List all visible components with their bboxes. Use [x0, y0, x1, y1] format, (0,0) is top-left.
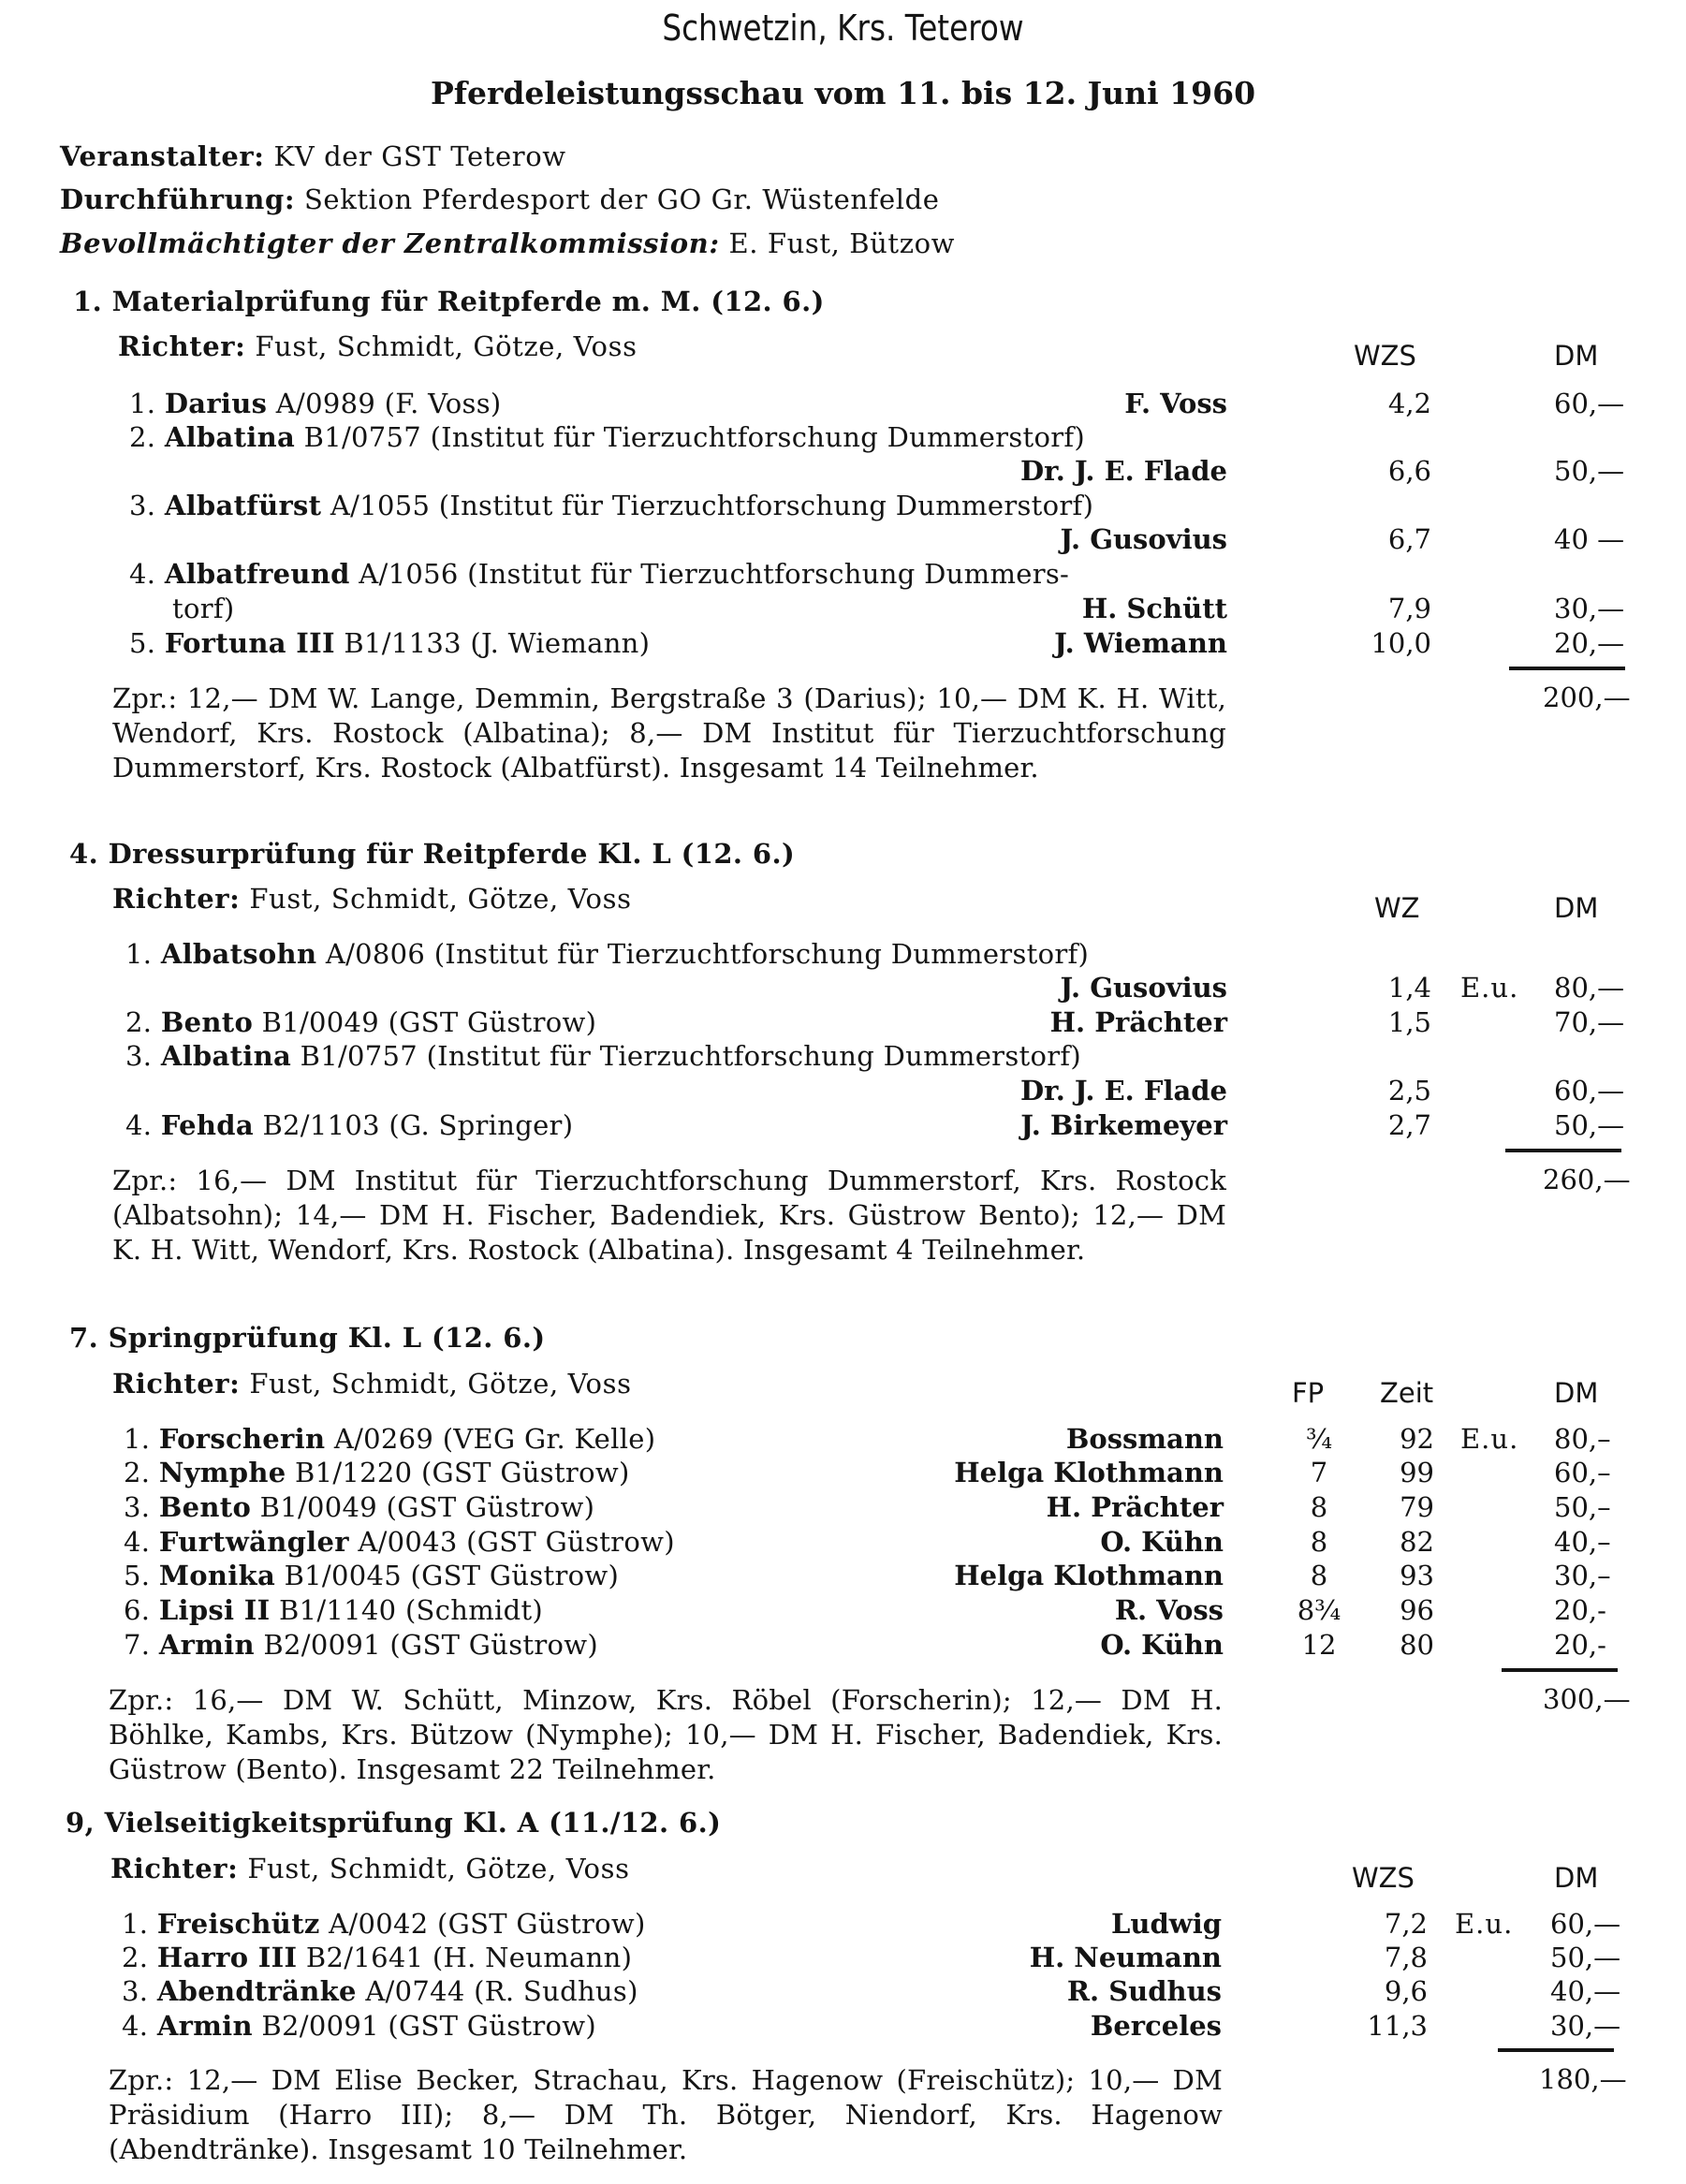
rider-name: Bossmann: [1065, 1423, 1224, 1455]
section-title: 7. Springprüfung Kl. L (12. 6.): [69, 1322, 546, 1354]
section-title: 9, Vielseitigkeitsprüfung Kl. A (11./12. 6.): [66, 1807, 722, 1839]
section-note: Zpr.: 16,— DM W. Schütt, Minzow, Krs. Röbel (Forscherin); 12,— DM H. Böhlke, Kambs, Krs. Bützow (Nymphe); 10,— DM H. Fischer, Badendiek, Krs. Güstrow (Bento). Insgesamt 22 Teilnehmer.: [109, 1684, 1223, 1785]
entry-line: 3. Albatfürst A/1055 (Institut für Tierzuchtforschung Dummerstorf): [129, 490, 1094, 521]
judges-label: Richter:: [110, 1853, 239, 1884]
rider-name: Dr. J. E. Flade: [1019, 455, 1227, 487]
sum-rule: [1505, 1149, 1621, 1152]
column-header-dm: DM: [1554, 340, 1599, 372]
fault-points: 7: [1310, 1457, 1328, 1488]
entry-line: 2. Albatina B1/0757 (Institut für Tierzuchtforschung Dummerstorf): [129, 421, 1086, 453]
total-value: 260,—: [1543, 1164, 1631, 1195]
prize-value: 80,—: [1554, 972, 1625, 1004]
score-value: 9,6: [1384, 1975, 1428, 2007]
score-value: 11,3: [1367, 2010, 1428, 2042]
score-value: 1,4: [1387, 972, 1431, 1004]
horse-name: Bento: [160, 1006, 254, 1038]
execution-label: Durchführung:: [60, 183, 296, 215]
column-header-wz: WZ: [1374, 892, 1420, 924]
fault-points: 8: [1310, 1526, 1328, 1558]
entry-line: 4. Furtwängler A/0043 (GST Güstrow): [124, 1526, 675, 1558]
entry-line: 3. Albatina B1/0757 (Institut für Tierzuchtforschung Dummerstorf): [125, 1040, 1082, 1072]
sum-rule: [1502, 1668, 1618, 1672]
section-note: Zpr.: 16,— DM Institut für Tierzuchtforschung Dummerstorf, Krs. Rostock (Albatsohn); 14,— DM H. Fischer, Badendiek, Krs. Güstrow Bento); 12,— DM K. H. Witt, Wendorf, Krs. Rostock (Albatina). Insgesamt 4 Teilnehmer.: [112, 1165, 1226, 1266]
rider-name: H. Neumann: [1029, 1942, 1222, 1973]
judges-label: Richter:: [112, 883, 241, 915]
horse-name: Fehda: [160, 1109, 254, 1141]
horse-name: Monika: [158, 1560, 276, 1591]
page-title: Schwetzin, Krs. Teterow: [662, 7, 1024, 49]
score-value: 7,9: [1387, 593, 1431, 624]
rider-name: O. Kühn: [1100, 1629, 1224, 1661]
entry-line: 5. Fortuna III B1/1133 (J. Wiemann): [129, 627, 651, 659]
prize-value: 40,—: [1550, 1975, 1621, 2007]
rider-name: J. Birkemeyer: [1020, 1109, 1227, 1141]
horse-name: Abendtränke: [156, 1975, 357, 2007]
time-value: 99: [1400, 1457, 1434, 1488]
rider-name: Helga Klothmann: [954, 1560, 1224, 1591]
prize-value: 60,–: [1554, 1457, 1611, 1488]
prize-value: 30,—: [1550, 2010, 1621, 2042]
prize-value: 40 —: [1554, 523, 1625, 555]
score-value: 6,7: [1387, 523, 1431, 555]
score-value: 2,5: [1387, 1075, 1431, 1107]
prize-value: 60,—: [1554, 388, 1625, 419]
column-header-dm: DM: [1554, 892, 1599, 924]
fault-points: 8: [1310, 1491, 1328, 1523]
rider-name: O. Kühn: [1100, 1526, 1224, 1558]
horse-name: Lipsi II: [158, 1594, 271, 1626]
judges-names: Fust, Schmidt, Götze, Voss: [249, 1368, 632, 1400]
score-value: 7,2: [1384, 1908, 1428, 1940]
horse-name: Freischütz: [156, 1908, 320, 1940]
entry-line: 4. Fehda B2/1103 (G. Springer): [125, 1109, 574, 1141]
prize-value: 20,-: [1554, 1594, 1606, 1626]
total-value: 180,—: [1539, 2063, 1627, 2095]
horse-name: Armin: [156, 2010, 253, 2042]
commissioner-value: E. Fust, Bützow: [728, 227, 956, 259]
entry-continuation: torf): [172, 593, 235, 624]
fault-points: ¾: [1305, 1423, 1333, 1455]
column-header-wzs: WZS: [1352, 1862, 1415, 1894]
rider-name: H. Prächter: [1046, 1491, 1224, 1523]
rider-name: Berceles: [1090, 2010, 1222, 2042]
prize-value: 80,–: [1554, 1423, 1611, 1455]
judges-line: [112, 1368, 632, 1400]
prize-value: 30,–: [1554, 1560, 1611, 1591]
horse-name: Forscherin: [158, 1423, 326, 1455]
horse-name: Nymphe: [158, 1457, 286, 1488]
sum-rule: [1498, 2048, 1614, 2052]
horse-name: Albatfürst: [164, 490, 322, 521]
prize-value: 50,—: [1554, 1109, 1625, 1141]
rider-name: F. Voss: [1124, 388, 1227, 419]
horse-name: Albatsohn: [160, 938, 317, 970]
rider-name: Dr. J. E. Flade: [1019, 1075, 1227, 1107]
judges-label: Richter:: [118, 330, 246, 362]
time-value: 82: [1400, 1526, 1434, 1558]
organizer-label: Veranstalter:: [60, 140, 265, 172]
time-value: 93: [1400, 1560, 1434, 1591]
entry-line: 2. Bento B1/0049 (GST Güstrow): [125, 1006, 597, 1038]
time-value: 92: [1400, 1423, 1434, 1455]
page-subtitle: Pferdeleistungsschau vom 11. bis 12. Juni 1960: [430, 75, 1256, 111]
entry-line: 3. Bento B1/0049 (GST Güstrow): [124, 1491, 595, 1523]
score-value: 4,2: [1387, 388, 1431, 419]
section-note: Zpr.: 12,— DM W. Lange, Demmin, Bergstraße 3 (Darius); 10,— DM K. H. Witt, Wendorf, Krs. Rostock (Albatina); 8,— DM Institut für Tierzuchtforschung Dummerstorf, Krs. Rostock (Albatfürst). Insgesamt 14 Teilnehmer.: [112, 682, 1226, 784]
horse-name: Harro III: [156, 1942, 298, 1973]
column-header-wzs: WZS: [1354, 340, 1416, 372]
score-value: 6,6: [1387, 455, 1431, 487]
prize-value: 30,—: [1554, 593, 1625, 624]
rider-name: R. Sudhus: [1066, 1975, 1222, 2007]
organizer-line: [60, 140, 566, 172]
eu-mark: E.u.: [1455, 1908, 1514, 1940]
entry-line: 1. Albatsohn A/0806 (Institut für Tierzuchtforschung Dummerstorf): [125, 938, 1090, 970]
rider-name: R. Voss: [1114, 1594, 1224, 1626]
entry-line: 1. Forscherin A/0269 (VEG Gr. Kelle): [124, 1423, 656, 1455]
eu-mark: E.u.: [1460, 972, 1519, 1004]
score-value: 10,0: [1371, 627, 1431, 659]
entry-line: 2. Harro III B2/1641 (H. Neumann): [122, 1942, 633, 1973]
execution-line: [60, 183, 940, 215]
horse-name: Armin: [158, 1629, 255, 1661]
time-value: 96: [1400, 1594, 1434, 1626]
total-value: 300,—: [1543, 1683, 1631, 1715]
horse-name: Albatfreund: [164, 558, 350, 590]
section-title: 4. Dressurprüfung für Reitpferde Kl. L (12. 6.): [69, 838, 796, 870]
column-header-fp: FP: [1292, 1377, 1325, 1409]
section-note: Zpr.: 12,— DM Elise Becker, Strachau, Krs. Hagenow (Freischütz); 10,— DM Präsidium (Harro III); 8,— DM Th. Bötger, Niendorf, Krs. Hagenow (Abendtränke). Insgesamt 10 Teilnehmer.: [109, 2064, 1223, 2165]
judges-label: Richter:: [112, 1368, 241, 1400]
rider-name: H. Prächter: [1049, 1006, 1227, 1038]
entry-line: 4. Albatfreund A/1056 (Institut für Tierzuchtforschung Dummers-: [129, 558, 1070, 590]
score-value: 2,7: [1387, 1109, 1431, 1141]
prize-value: 50,—: [1550, 1942, 1621, 1973]
rider-name: J. Wiemann: [1054, 627, 1227, 659]
horse-name: Albatina: [164, 421, 296, 453]
judges-names: Fust, Schmidt, Götze, Voss: [255, 330, 638, 362]
rider-name: J. Gusovius: [1060, 523, 1227, 555]
entry-line: 6. Lipsi II B1/1140 (Schmidt): [124, 1594, 544, 1626]
section-title: 1. Materialprüfung für Reitpferde m. M. (12. 6.): [73, 286, 825, 317]
organizer-value: KV der GST Teterow: [273, 140, 566, 172]
horse-name: Fortuna III: [164, 627, 335, 659]
total-value: 200,—: [1543, 682, 1631, 713]
prize-value: 40,–: [1554, 1526, 1611, 1558]
commissioner-line: [60, 227, 955, 259]
prize-value: 50,—: [1554, 455, 1625, 487]
score-value: 1,5: [1387, 1006, 1431, 1038]
judges-line: [118, 330, 638, 362]
column-header-dm: DM: [1554, 1377, 1599, 1409]
horse-name: Furtwängler: [158, 1526, 349, 1558]
judges-line: [112, 883, 632, 915]
entry-line: 7. Armin B2/0091 (GST Güstrow): [124, 1629, 599, 1661]
time-value: 80: [1400, 1629, 1434, 1661]
entry-line: 4. Armin B2/0091 (GST Güstrow): [122, 2010, 597, 2042]
prize-value: 60,—: [1554, 1075, 1625, 1107]
horse-name: Bento: [158, 1491, 252, 1523]
judges-names: Fust, Schmidt, Götze, Voss: [247, 1853, 630, 1884]
horse-name: Albatina: [160, 1040, 292, 1072]
entry-line: 1. Freischütz A/0042 (GST Güstrow): [122, 1908, 646, 1940]
rider-name: Helga Klothmann: [954, 1457, 1224, 1488]
time-value: 79: [1400, 1491, 1434, 1523]
entry-line: 1. Darius A/0989 (F. Voss): [129, 388, 502, 419]
prize-value: 50,–: [1554, 1491, 1611, 1523]
score-value: 7,8: [1384, 1942, 1428, 1973]
entry-line: 5. Monika B1/0045 (GST Güstrow): [124, 1560, 620, 1591]
eu-mark: E.u.: [1460, 1423, 1519, 1455]
judges-line: [110, 1853, 630, 1884]
column-header-zeit: Zeit: [1380, 1377, 1434, 1409]
sum-rule: [1509, 667, 1625, 670]
prize-value: 60,—: [1550, 1908, 1621, 1940]
entry-line: 2. Nymphe B1/1220 (GST Güstrow): [124, 1457, 630, 1488]
prize-value: 20,-: [1554, 1629, 1606, 1661]
rider-name: Ludwig: [1110, 1908, 1222, 1940]
judges-names: Fust, Schmidt, Götze, Voss: [249, 883, 632, 915]
rider-name: H. Schütt: [1081, 593, 1227, 624]
prize-value: 70,—: [1554, 1006, 1625, 1038]
entry-line: 3. Abendtränke A/0744 (R. Sudhus): [122, 1975, 638, 2007]
execution-value: Sektion Pferdesport der GO Gr. Wüstenfelde: [303, 183, 940, 215]
prize-value: 20,—: [1554, 627, 1625, 659]
column-header-dm: DM: [1554, 1862, 1599, 1894]
commissioner-label: Bevollmächtigter der Zentralkommission:: [60, 227, 720, 259]
fault-points: 12: [1301, 1629, 1337, 1661]
horse-name: Darius: [164, 388, 268, 419]
rider-name: J. Gusovius: [1060, 972, 1227, 1004]
fault-points: 8: [1310, 1560, 1328, 1591]
fault-points: 8¾: [1297, 1594, 1341, 1626]
